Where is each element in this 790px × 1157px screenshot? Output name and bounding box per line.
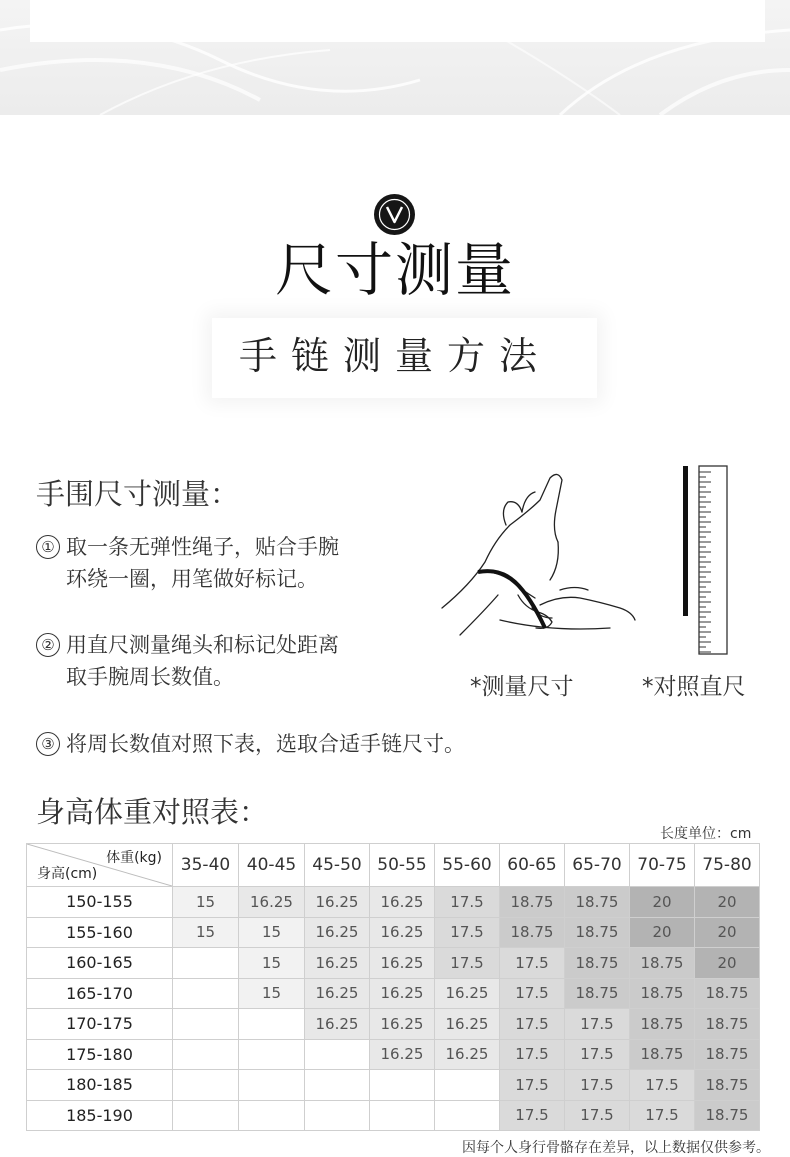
size-cell: 18.75 <box>565 948 630 979</box>
size-cell: 18.75 <box>695 978 760 1009</box>
size-cell: 16.25 <box>435 1009 500 1040</box>
size-cell: 18.75 <box>630 948 695 979</box>
size-cell: 17.5 <box>500 1039 565 1070</box>
table-row <box>27 978 760 1009</box>
table-row <box>27 948 760 979</box>
step-2-text-line2: 取手腕周长数值。 <box>66 665 234 689</box>
size-cell <box>239 1009 305 1040</box>
size-cell: 16.25 <box>435 978 500 1009</box>
table-row <box>27 1070 760 1101</box>
step-1 <box>36 531 339 595</box>
height-row-header: 160-165 <box>27 948 173 979</box>
height-row-header: 150-155 <box>27 887 173 918</box>
table-row <box>27 887 760 918</box>
weight-header-cell: 70-75 <box>630 844 695 887</box>
size-cell: 18.75 <box>500 887 565 918</box>
size-cell: 17.5 <box>500 1070 565 1101</box>
height-row-header: 155-160 <box>27 917 173 948</box>
size-table <box>26 843 760 1131</box>
size-cell <box>239 1039 305 1070</box>
size-cell: 20 <box>695 917 760 948</box>
height-row-header: 180-185 <box>27 1070 173 1101</box>
height-row-header: 170-175 <box>27 1009 173 1040</box>
size-cell: 16.25 <box>370 887 435 918</box>
size-cell: 16.25 <box>305 887 370 918</box>
size-cell <box>435 1100 500 1131</box>
size-cell <box>305 1070 370 1101</box>
page-subtitle: 手链测量方法 <box>238 334 551 378</box>
weight-header-cell: 55-60 <box>435 844 500 887</box>
step-2 <box>36 629 339 693</box>
size-cell <box>305 1100 370 1131</box>
size-cell: 17.5 <box>500 1100 565 1131</box>
v-logo-icon <box>374 194 415 235</box>
size-cell: 17.5 <box>565 1070 630 1101</box>
size-cell <box>173 948 239 979</box>
weight-header-cell: 35-40 <box>173 844 239 887</box>
size-cell: 20 <box>695 948 760 979</box>
size-cell: 20 <box>695 887 760 918</box>
size-cell: 16.25 <box>370 948 435 979</box>
page-title: 尺寸测量 <box>274 236 515 304</box>
top-banner <box>0 0 790 115</box>
size-cell: 17.5 <box>435 917 500 948</box>
weight-header-cell: 50-55 <box>370 844 435 887</box>
size-cell: 17.5 <box>435 948 500 979</box>
size-cell <box>173 978 239 1009</box>
step-2-text-line1: 用直尺测量绳头和标记处距离 <box>66 633 339 657</box>
step-3-text-line1: 将周长数值对照下表，选取合适手链尺寸。 <box>66 732 465 756</box>
size-cell: 18.75 <box>695 1070 760 1101</box>
step-1-text-line2: 环绕一圈，用笔做好标记。 <box>66 567 318 591</box>
step-1-text-line1: 取一条无弹性绳子，贴合手腕 <box>66 535 339 559</box>
section-title-wrist: 手围尺寸测量： <box>36 477 240 511</box>
caption-measure: *测量尺寸 <box>470 674 574 700</box>
size-cell: 18.75 <box>565 978 630 1009</box>
size-cell: 17.5 <box>500 948 565 979</box>
size-cell: 16.25 <box>305 1009 370 1040</box>
size-cell: 16.25 <box>370 978 435 1009</box>
size-cell <box>173 1009 239 1040</box>
size-cell: 18.75 <box>695 1009 760 1040</box>
size-cell <box>173 1070 239 1101</box>
size-cell: 15 <box>239 978 305 1009</box>
height-row-header: 185-190 <box>27 1100 173 1131</box>
size-cell: 16.25 <box>370 1009 435 1040</box>
size-cell: 17.5 <box>500 1009 565 1040</box>
size-cell: 16.25 <box>239 887 305 918</box>
size-cell: 18.75 <box>500 917 565 948</box>
footnote: 因每个人身行骨骼存在差异，以上数据仅供参考。 <box>462 1140 770 1156</box>
size-cell: 17.5 <box>565 1009 630 1040</box>
weight-header-cell: 65-70 <box>565 844 630 887</box>
table-row <box>27 917 760 948</box>
size-cell: 17.5 <box>565 1100 630 1131</box>
size-cell: 18.75 <box>695 1100 760 1131</box>
step-2-number: ② <box>36 633 60 657</box>
banner-card <box>30 0 765 42</box>
size-cell: 17.5 <box>500 978 565 1009</box>
size-cell: 20 <box>630 917 695 948</box>
ruler-illustration <box>675 462 735 657</box>
weight-header-cell: 40-45 <box>239 844 305 887</box>
size-cell: 18.75 <box>630 978 695 1009</box>
size-cell: 16.25 <box>435 1039 500 1070</box>
table-corner-cell <box>27 844 173 887</box>
step-3 <box>36 728 465 760</box>
table-row <box>27 1009 760 1040</box>
size-cell: 15 <box>173 887 239 918</box>
size-cell <box>173 1100 239 1131</box>
table-header-row <box>27 844 760 887</box>
size-cell: 16.25 <box>305 948 370 979</box>
size-cell: 18.75 <box>630 1009 695 1040</box>
wrist-measure-illustration <box>440 470 640 645</box>
size-cell: 15 <box>239 948 305 979</box>
size-cell: 20 <box>630 887 695 918</box>
weight-header-cell: 75-80 <box>695 844 760 887</box>
size-cell: 15 <box>239 917 305 948</box>
step-3-number: ③ <box>36 732 60 756</box>
unit-label: 长度单位：cm <box>660 826 752 842</box>
size-cell <box>435 1070 500 1101</box>
size-cell <box>239 1100 305 1131</box>
size-cell: 15 <box>173 917 239 948</box>
step-1-number: ① <box>36 535 60 559</box>
size-cell <box>305 1039 370 1070</box>
weight-header-cell: 60-65 <box>500 844 565 887</box>
size-cell: 18.75 <box>565 887 630 918</box>
height-row-header: 165-170 <box>27 978 173 1009</box>
size-cell: 16.25 <box>370 917 435 948</box>
size-cell: 16.25 <box>305 978 370 1009</box>
section-title-table: 身高体重对照表： <box>36 795 269 829</box>
size-cell <box>239 1070 305 1101</box>
size-cell <box>370 1100 435 1131</box>
table-row <box>27 1100 760 1131</box>
size-cell: 18.75 <box>565 917 630 948</box>
corner-height-label: 身高(cm) <box>37 866 98 882</box>
height-row-header: 175-180 <box>27 1039 173 1070</box>
size-cell: 18.75 <box>630 1039 695 1070</box>
size-cell: 18.75 <box>695 1039 760 1070</box>
weight-header-cell: 45-50 <box>305 844 370 887</box>
size-cell: 17.5 <box>630 1070 695 1101</box>
size-cell: 17.5 <box>565 1039 630 1070</box>
size-cell: 16.25 <box>305 917 370 948</box>
corner-weight-label: 体重(kg) <box>106 850 162 866</box>
size-cell: 16.25 <box>370 1039 435 1070</box>
size-cell <box>173 1039 239 1070</box>
size-cell: 17.5 <box>630 1100 695 1131</box>
size-cell: 17.5 <box>435 887 500 918</box>
size-cell <box>370 1070 435 1101</box>
table-row <box>27 1039 760 1070</box>
caption-ruler: *对照直尺 <box>642 674 746 700</box>
